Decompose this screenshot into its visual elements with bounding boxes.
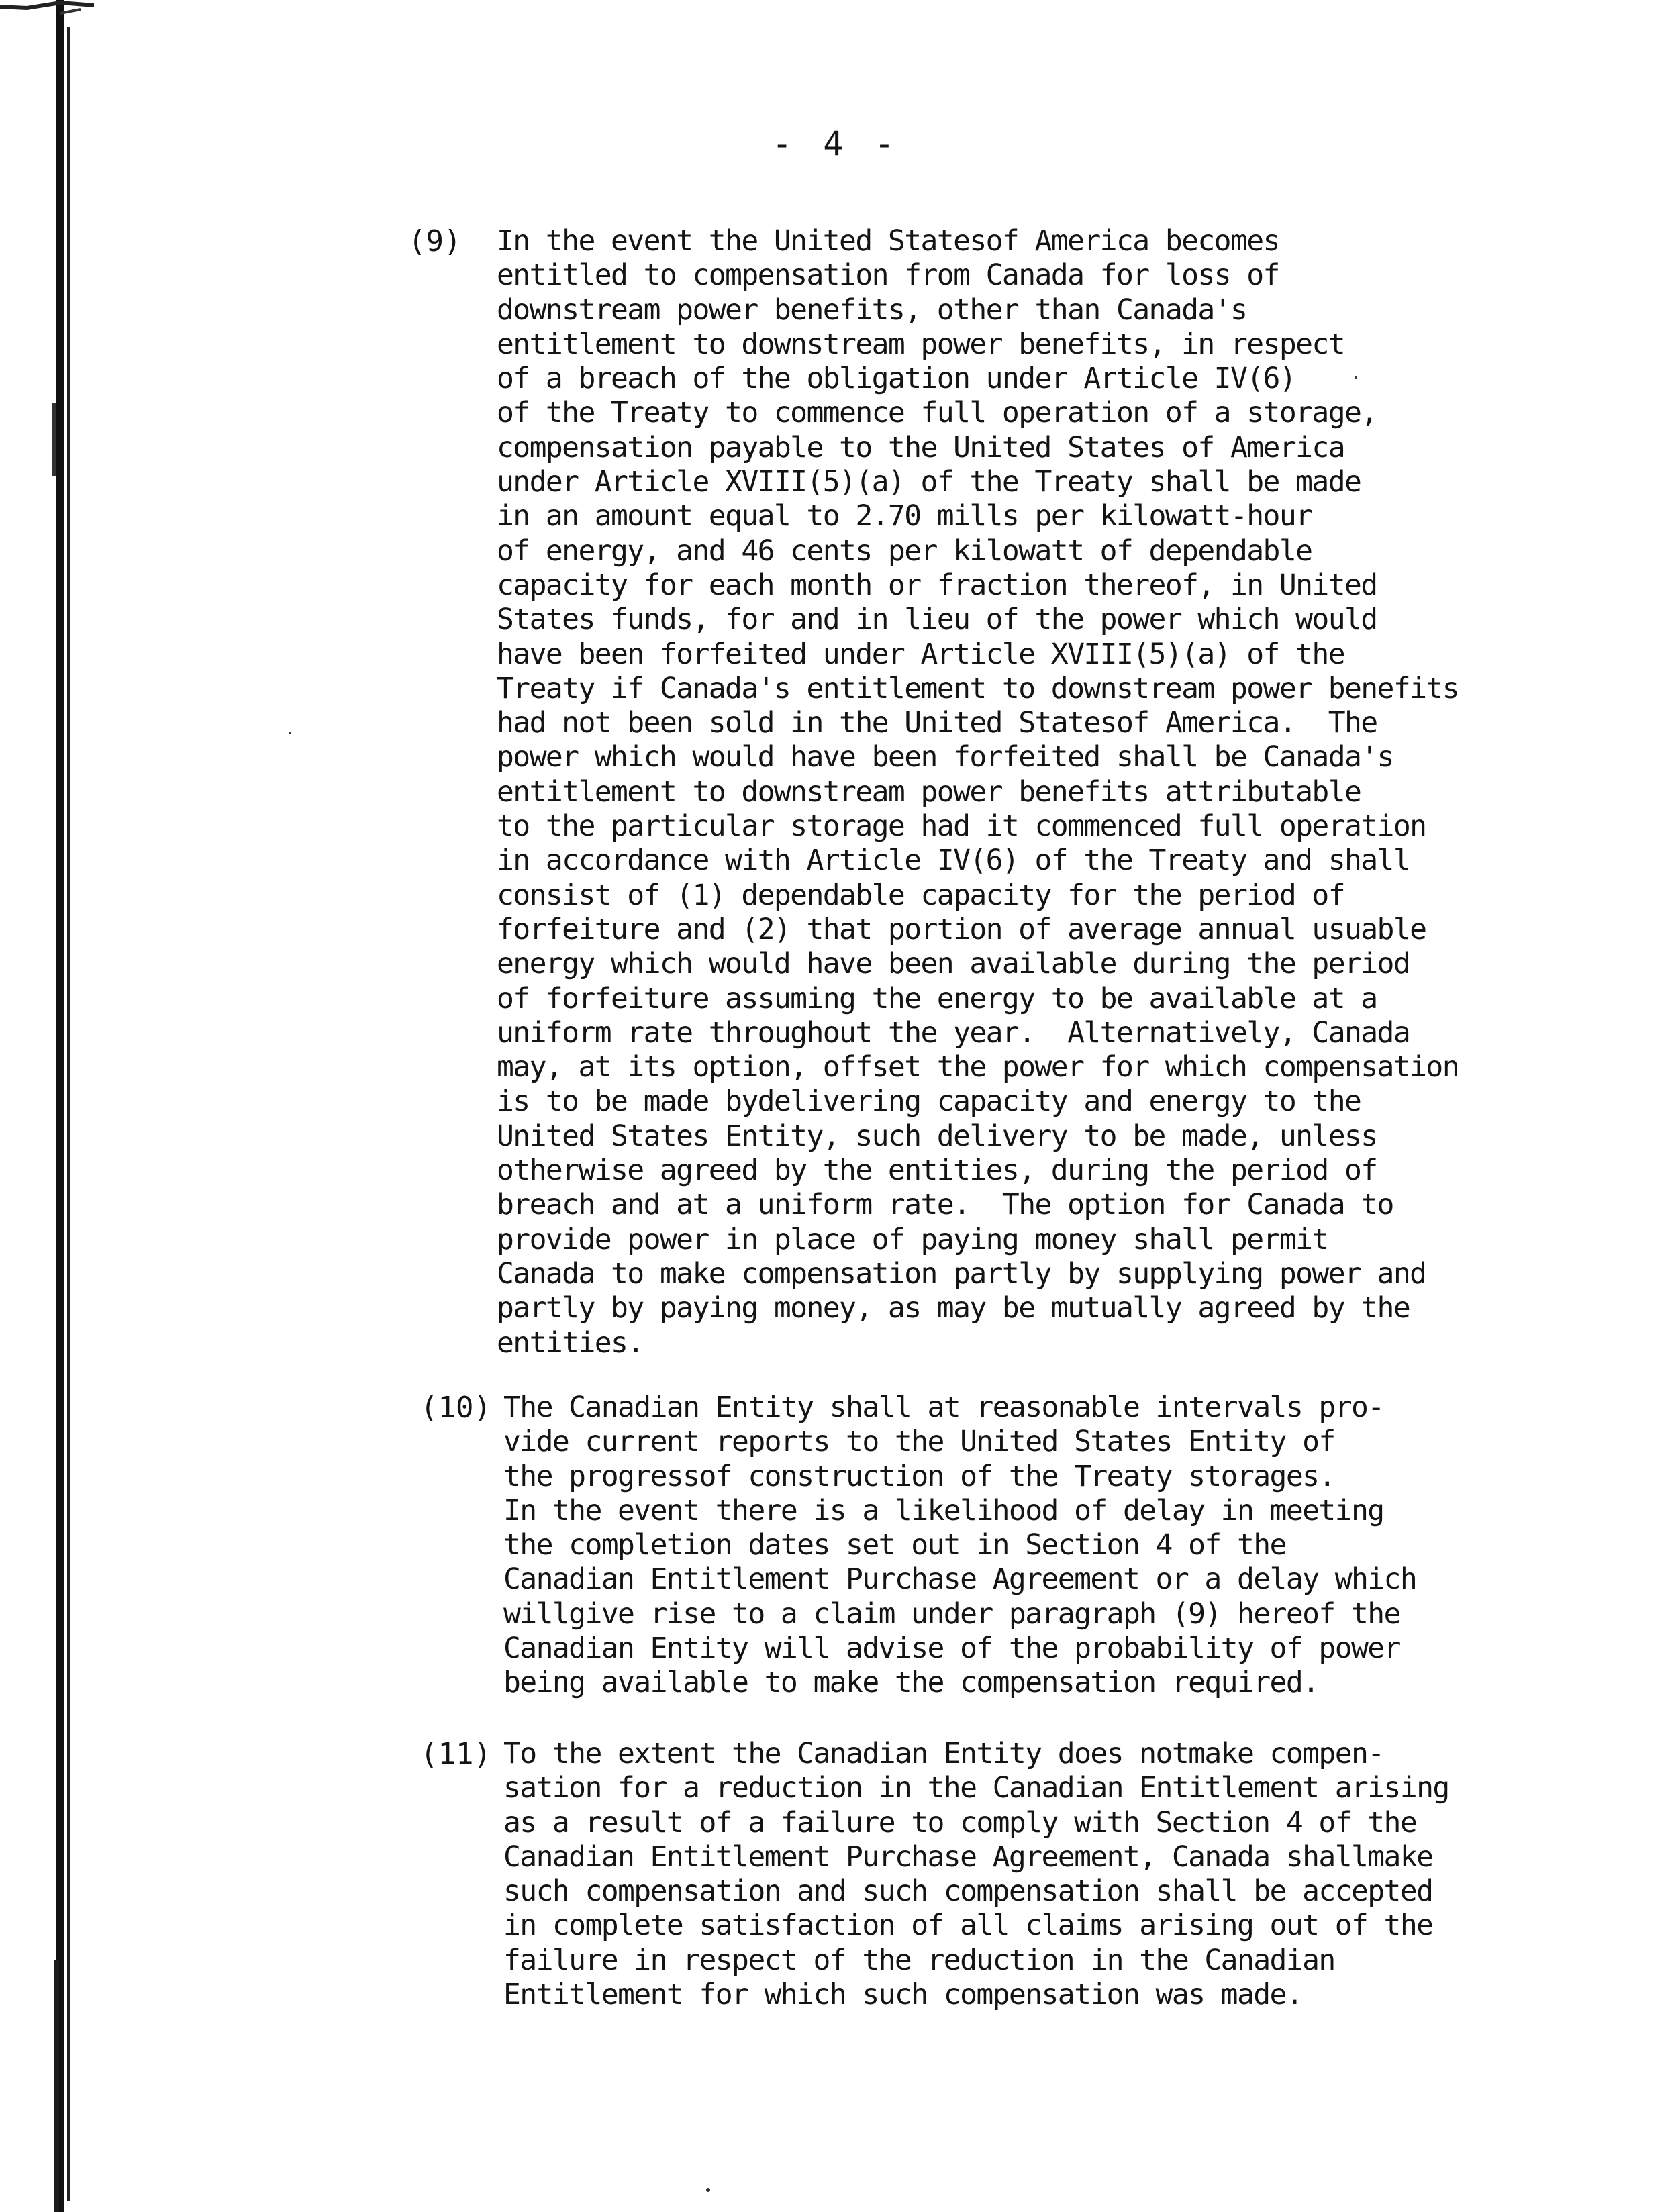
text-line: compensation payable to the United States of America [497,430,1344,464]
text-line: entitlement to downstream power benefits attributable [497,774,1361,809]
paragraph-10 [409,1391,1544,1701]
paragraph-number: (10) [420,1391,491,1425]
text-line: breach and at a uniform rate. The option for Canada to [497,1188,1393,1222]
paragraph-11 [409,1737,1544,2012]
text-line: entitlement to downstream power benefits, in respect [497,327,1344,361]
text-line: vide current reports to the United States Entity of [503,1425,1335,1459]
paragraph-body [503,1737,1544,2012]
text-line: of a breach of the obligation under Article IV(6) [497,362,1296,396]
text-line: uniform rate throughout the year. Alternatively, Canada [497,1015,1410,1050]
text-line: In the event there is a likelihood of delay in meeting [503,1493,1384,1527]
text-line: energy which would have been available during the period [497,947,1410,981]
text-line: of forfeiture assuming the energy to be available at a [497,981,1377,1015]
text-line: failure in respect of the reduction in the Canadian [503,1943,1335,1977]
text-line: of energy, and 46 cents per kilowatt of dependable [497,534,1312,568]
text-line: under Article XVIII(5)(a) of the Treaty shall be made [497,465,1361,499]
paragraph-body [497,224,1544,1360]
text-line: have been forfeited under Article XVIII(5)(a) of the [497,637,1344,671]
text-line: entitled to compensation from Canada for loss of [497,258,1279,293]
text-line: partly by paying money, as may be mutually agreed by the [497,1291,1410,1325]
text-line: as a result of a failure to comply with Section 4 of the [503,1805,1417,1840]
page-number: - 4 - [772,124,900,163]
text-line: To the extent the Canadian Entity does notmake compen- [503,1737,1384,1770]
text-line: United States Entity, such delivery to be made, unless [497,1119,1377,1153]
text-line: consist of (1) dependable capacity for the period of [497,878,1344,912]
text-line: Entitlement for which such compensation was made. [503,1978,1303,2012]
text-line: sation for a reduction in the Canadian Entitlement arising [503,1771,1449,1805]
text-line: power which would have been forfeited shall be Canada's [497,740,1393,774]
paragraph-9 [409,224,1544,1360]
text-line: may, at its option, offset the power for which compensation [497,1050,1459,1085]
text-line: provide power in place of paying money shall permit [497,1222,1328,1256]
text-line: forfeiture and (2) that portion of average annual usuable [497,912,1426,946]
text-line: The Canadian Entity shall at reasonable intervals pro- [503,1391,1384,1424]
binding-edge [0,0,94,2212]
scan-speck [1355,376,1357,379]
text-line: States funds, for and in lieu of the power which would [497,603,1377,637]
text-line: willgive rise to a claim under paragraph (9) hereof the [503,1597,1400,1631]
text-line: the progressof construction of the Treaty storages. [503,1459,1335,1493]
text-line: such compensation and such compensation shall be accepted [503,1874,1433,1909]
text-line: Treaty if Canada's entitlement to downstream power benefits [497,671,1459,705]
text-line: to the particular storage had it commenced full operation [497,809,1426,844]
text-line: In the event the United Statesof America becomes [497,224,1279,258]
text-line: Canada to make compensation partly by supplying power and [497,1256,1426,1291]
text-line: otherwise agreed by the entities, during the period of [497,1154,1377,1188]
text-line: being available to make the compensation required. [503,1666,1319,1700]
scan-speck [289,732,291,734]
text-line: of the Treaty to commence full operation of a storage, [497,396,1377,430]
text-line: is to be made bydelivering capacity and energy to the [497,1085,1361,1119]
text-line: Canadian Entitlement Purchase Agreement or a delay which [503,1562,1417,1597]
text-line: Canadian Entitlement Purchase Agreement, Canada shallmake [503,1840,1433,1874]
text-line: Canadian Entity will advise of the probability of power [503,1631,1400,1666]
paragraph-number: (9) [408,224,462,258]
text-line: had not been sold in the United Statesof America. The [497,706,1377,740]
text-line: in an amount equal to 2.70 mills per kilowatt-hour [497,499,1312,534]
scan-speck [706,2188,710,2192]
text-line: capacity for each month or fraction thereof, in United [497,568,1377,602]
text-line: entities. [497,1325,644,1360]
paragraph-body [503,1391,1544,1701]
paragraph-number: (11) [420,1737,491,1771]
text-line: in accordance with Article IV(6) of the Treaty and shall [497,844,1410,878]
text-line: in complete satisfaction of all claims arising out of the [503,1909,1433,1943]
text-line: downstream power benefits, other than Canada's [497,293,1247,327]
text-line: the completion dates set out in Section 4 of the [503,1528,1286,1562]
binding-edge-graphic [0,0,94,2212]
